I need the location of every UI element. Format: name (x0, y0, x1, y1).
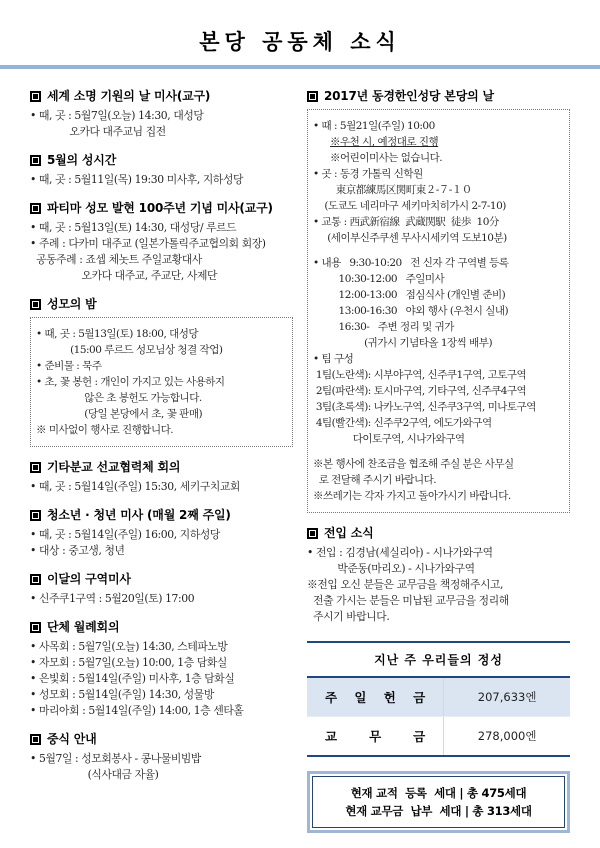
section-title: 청소년 · 청년 미사 (매월 2째 주일) (47, 508, 231, 522)
square-bullet-icon (30, 622, 41, 633)
section-heading (30, 460, 293, 475)
text-line: ※쓰레기는 각자 가지고 돌아가시기 바랍니다. (313, 490, 511, 502)
dotted-box (307, 109, 570, 513)
section-heading (30, 89, 293, 104)
square-bullet-icon (30, 734, 41, 745)
section (30, 460, 293, 495)
text-line: 4팀(빨간색): 신주쿠2구역, 에도가와구역 (313, 417, 492, 429)
text-line: (도쿄도 네리마구 세키마치히가시 2-7-10) (313, 200, 506, 212)
church-dues-value: 278,000엔 (444, 717, 570, 757)
text-line: • 때, 곳 : 5월11일(목) 19:30 미사후, 지하성당 (30, 173, 243, 186)
title-underline-rule (0, 65, 600, 69)
section-title: 단체 월례회의 (47, 620, 120, 634)
section-title: 2017년 동경한인성당 본당의 날 (324, 89, 494, 103)
right-column-sections (307, 89, 570, 625)
text-line: (세이부신주쿠센 무사시세키역 도보10분) (313, 232, 507, 244)
text-line: ※ 미사없이 행사로 진행합니다. (36, 424, 174, 436)
text-line: 전출 가시는 분들은 미납된 교무금을 정리해 (307, 594, 509, 607)
spacer (313, 447, 564, 456)
text-line: 16:30- 주변 정리 및 귀가 (313, 321, 454, 333)
square-bullet-icon (30, 510, 41, 521)
square-bullet-icon (30, 574, 41, 585)
text-line: 로 전달해 주시기 바랍니다. (313, 474, 437, 486)
text-line: 1팀(노란색): 시부야구역, 신주쿠1구역, 고토구역 (313, 369, 527, 381)
section-title: 세계 소명 기원의 날 미사(교구) (47, 89, 211, 103)
section-heading (30, 572, 293, 587)
text-line: 박준동(마리오) - 시나가와구역 (307, 562, 475, 575)
text-line: 東京都練馬区関町東２-７-１０ (313, 184, 472, 196)
table-row (307, 677, 570, 717)
section-heading (30, 620, 293, 635)
text-line: • 때, 곳 : 5월7일(오늘) 14:30, 대성당 (30, 109, 204, 122)
text-line (313, 134, 564, 150)
text-line: • 내용 9:30-10:20 전 신자 각 구역별 등록 (313, 257, 509, 269)
household-summary-inner (312, 776, 565, 828)
table-row (307, 717, 570, 757)
text-line: • 팀 구성 (313, 353, 354, 365)
text-line: • 전입 : 김경남(세실리아) - 시나가와구역 (307, 546, 493, 559)
text-line: 않은 초 봉헌도 가능합니다. (36, 392, 202, 404)
right-column (307, 89, 570, 833)
text-line: 3팀(초록색): 나카노구역, 신주쿠3구역, 미나토구역 (313, 401, 536, 413)
square-bullet-icon (30, 155, 41, 166)
text-line: 10:30-12:00 주일미사 (313, 273, 445, 285)
section (30, 572, 293, 607)
text-line: • 교통 : 西武新宿線 武蔵関駅 徒歩 10分 (313, 216, 499, 228)
text-line: ※전입 오신 분들은 교무금을 책정해주시고, (307, 578, 504, 591)
section-title: 5월의 성시간 (47, 153, 117, 167)
section (30, 201, 293, 284)
text-line: • 곳 : 동경 가톨릭 신학원 (313, 168, 423, 180)
text-line: 2팀(파란색): 토시마구역, 기타구역, 신주쿠4구역 (313, 385, 527, 397)
text-line: (식사대금 자율) (30, 768, 159, 781)
text-line: • 주례 : 다카미 대주교 (일본가톨릭주교협의회 회장) (30, 237, 266, 250)
text-line: (15:00 루르드 성모님상 청결 작업) (36, 344, 223, 356)
page-title: 본당 공동체 소식 (199, 30, 401, 54)
text-line: • 때, 곳 : 5월13일(토) 14:30, 대성당/ 루르드 (30, 221, 237, 234)
text-line: 주시기 바랍니다. (307, 610, 390, 623)
text-line: • 때, 곳 : 5월14일(주일) 15:30, 세키구치교회 (30, 480, 240, 493)
text-line: • 때, 곳 : 5월13일(토) 18:00, 대성당 (36, 328, 199, 340)
section-title: 성모의 밤 (47, 297, 97, 311)
text-line: 공동주례 : 죠셉 체놋트 주일교황대사 (30, 253, 202, 266)
section (307, 89, 570, 513)
church-dues-label: 교 무 금 (307, 717, 444, 757)
section-heading (307, 526, 570, 541)
spacer (313, 246, 564, 255)
section-heading (30, 153, 293, 168)
text-line: • 대상 : 중고생, 청년 (30, 544, 125, 557)
section (30, 297, 293, 447)
dotted-box (30, 317, 293, 447)
square-bullet-icon (307, 528, 318, 539)
text-line: • 때 : 5월21일(주일) 10:00 (313, 120, 435, 132)
square-bullet-icon (30, 462, 41, 473)
text-line: • 초, 꽃 봉헌 : 개인이 가지고 있는 사용하지 (36, 376, 225, 388)
text-line: (귀가시 기념타올 1장씩 배부) (313, 337, 493, 349)
text-line: 다이토구역, 시나가와구역 (313, 433, 465, 445)
offering-table-title: 지난 주 우리들의 정성 (307, 642, 570, 677)
text-line: ※본 행사에 찬조금을 협조해 주실 분은 사무실 (313, 458, 514, 470)
offering-table (307, 641, 570, 757)
registered-households-line: 현재 교적 등록 세대 | 총 475세대 (350, 786, 527, 800)
text-line: (당일 본당에서 초, 꽃 판매) (36, 408, 203, 420)
section (30, 732, 293, 783)
paying-households-line: 현재 교무금 납부 세대 | 총 313세대 (345, 804, 532, 818)
sunday-offering-label: 주 일 헌 금 (307, 677, 444, 717)
section (307, 526, 570, 625)
text-line: • 사목회 : 5월7일(오늘) 14:30, 스테파노방 (30, 640, 228, 653)
section-title: 파티마 성모 발현 100주년 기념 미사(교구) (47, 201, 273, 215)
two-column-layout (30, 89, 570, 833)
text-line: 오카다 대주교, 주교단, 사제단 (30, 269, 218, 282)
section-heading (30, 508, 293, 523)
section (30, 508, 293, 559)
section-heading (30, 297, 293, 312)
text-line: • 때, 곳 : 5월14일(주일) 16:00, 지하성당 (30, 528, 220, 541)
section-heading (30, 732, 293, 747)
text-line: 12:00-13:00 점심식사 (개인별 준비) (313, 289, 506, 301)
section-title: 전입 소식 (324, 526, 374, 540)
left-column (30, 89, 293, 833)
text-line: • 5월7일 : 성모회봉사 - 콩나물비빔밥 (30, 752, 201, 765)
text-line: ※어린이미사는 없습니다. (313, 152, 443, 164)
text-line: 13:00-16:30 야외 행사 (우천시 실내) (313, 305, 509, 317)
offering-table-header-row (307, 642, 570, 677)
text-line: • 자모회 : 5월7일(오늘) 10:00, 1층 담화실 (30, 656, 227, 669)
text-line: • 마리아회 : 5월14일(주일) 14:00, 1층 센타홀 (30, 704, 244, 717)
square-bullet-icon (307, 91, 318, 102)
household-summary-box (307, 771, 570, 833)
section (30, 620, 293, 719)
square-bullet-icon (30, 203, 41, 214)
section-heading (307, 89, 570, 104)
section (30, 89, 293, 140)
section (30, 153, 293, 188)
sunday-offering-value: 207,633엔 (444, 677, 570, 717)
section-title: 기타분교 선교협력체 회의 (47, 460, 181, 474)
text-line: • 성모회 : 5월14일(주일) 14:30, 성물방 (30, 688, 214, 701)
text-line: 오카다 대주교님 집전 (30, 125, 166, 138)
text-segment: ※우천 시, 예정대로 진행 (330, 136, 439, 148)
section-title: 중식 안내 (47, 732, 97, 746)
text-line: • 신주쿠1구역 : 5월20일(토) 17:00 (30, 592, 195, 605)
text-line: • 준비물 : 묵주 (36, 360, 102, 372)
section-title: 이달의 구역미사 (47, 572, 131, 586)
indent (313, 136, 330, 148)
text-line: • 은빛회 : 5월14일(주일) 미사후, 1층 담화실 (30, 672, 235, 685)
square-bullet-icon (30, 91, 41, 102)
section-heading (30, 201, 293, 216)
square-bullet-icon (30, 299, 41, 310)
